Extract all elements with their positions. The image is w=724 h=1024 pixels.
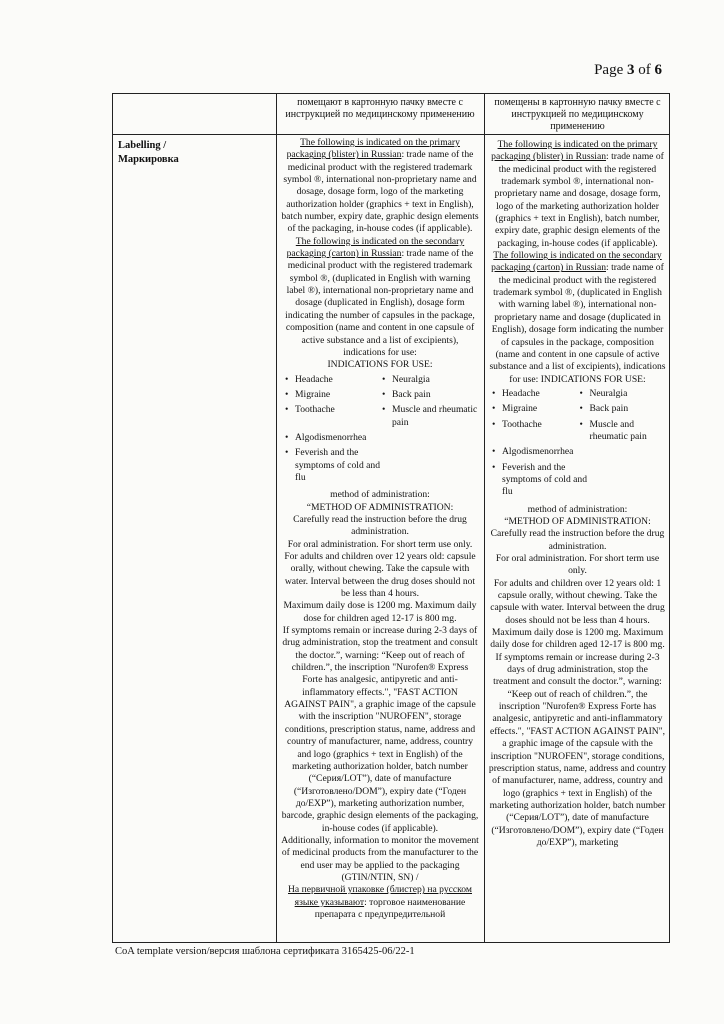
list-item: • Headache <box>285 374 382 386</box>
method-line: For oral administration. For short term use only. <box>495 553 660 577</box>
list-item: • Algodismenorrhea <box>285 432 479 444</box>
primary-packaging-text: The following is indicated on the primary packaging (blister) in Russian: trade name of the medicinal product with the registered trademark symbol ®, international non-proprietary name and dosage, dosage form, logo of the marketing authorization holder (graphics + text in English), batch number, expiry date, graphic design elements of the packaging, in-house codes (if applicable). <box>491 139 664 249</box>
method-line: Maximum daily dose is 1200 mg. Maximum daily dose for children aged 12-17 is 800 mg. <box>283 600 477 624</box>
indications-list <box>492 388 667 502</box>
template-version-footer: CoA template version/версия шаблона сертификата 3165425-06/22-1 <box>115 946 415 957</box>
method-line: Carefully read the instruction before the drug administration. <box>293 513 467 538</box>
primary-packaging-text: The following is indicated on the primary packaging (blister) in Russian: trade name of the medicinal product with the registered trademark symbol ®, international non-proprietary name and dosage, dosage form, logo of the marketing authorization holder (graphics + text in English), batch number, expiry date, graphic design elements of the packaging, in-house codes (if applicable). <box>281 137 479 235</box>
method-title: “METHOD OF ADMINISTRATION: <box>306 501 454 513</box>
list-item: • Toothache <box>492 419 580 444</box>
method-line: Carefully read the instruction before the drug administration. <box>490 528 665 552</box>
list-item: • Back pain <box>580 403 668 415</box>
list-item: • Back pain <box>382 389 479 401</box>
page-number: Page 3 of 6 <box>594 62 662 78</box>
row-label <box>118 139 179 167</box>
row-label-ru: Маркировка <box>118 154 179 165</box>
document-table <box>112 93 670 943</box>
list-item: • Toothache <box>285 404 382 429</box>
method-line: Additionally, information to monitor the movement of medicinal products from the manufacturer to the end user may be applied to the packaging (GTIN/NTIN, SN) / <box>281 834 479 883</box>
list-item: • Feverish and the symptoms of cold and flu <box>492 462 597 499</box>
list-item: • Neuralgia <box>382 374 479 386</box>
method-line: For adults and children over 12 years old: capsule orally, without chewing. Take the capsule with water. Interval between the drug doses should not be less than 4 hours. <box>284 551 476 600</box>
method-label: method of administration: <box>330 489 430 501</box>
list-item: • Headache <box>492 388 580 400</box>
top-row-cell-right: помещены в картонную пачку вместе с инструкцией по медицинскому применению <box>494 97 661 132</box>
row-label-en: Labelling / <box>118 140 167 151</box>
ru-primary-packaging-text: На первичной упаковке (блистер) на русском языке указывают: торговое наименование препарата с предупредительной <box>288 884 472 920</box>
labelling-cell-current <box>277 137 483 921</box>
list-item: • Migraine <box>492 403 580 415</box>
method-line: For oral administration. For short term use only. <box>287 538 473 550</box>
list-item: • Neuralgia <box>580 388 668 400</box>
method-line: For adults and children over 12 years old: 1 capsule orally, without chewing. Take the capsule with water. Interval between the drug doses should not be less than 4 hours. Maximum daily dose is 1200 mg. Maximum daily dose for children aged 12-17 is 800 mg. <box>490 577 665 651</box>
labelling-cell-proposed <box>485 139 670 849</box>
list-item: • Algodismenorrhea <box>492 446 667 458</box>
list-item: • Migraine <box>285 389 382 401</box>
method-line: If symptoms remain or increase during 2-3 days of drug administration, stop the treatment and consult the doctor.”, warning: “Keep out of reach of children.”, the inscription "Nurofen® Express Forte has analgesic, antipyretic and anti-inflammatory effects.", "FAST ACTION AGAINST PAIN", a graphic image of the capsule with the inscription "NUROFEN", storage conditions, prescription status, name, address and country of manufacturer, name, address, country and logo (graphics + text in English) of the marketing authorization holder, batch number (“Серия/LOT”), date of manufacture (“Изготовлено/DOM”), expiry date (“Годен до/EXP”), marketing authorization number, barcode, graphic design elements of the packaging, in-house codes (if applicable). <box>281 625 479 834</box>
method-label: method of administration: <box>527 503 628 515</box>
indications-list <box>285 374 479 488</box>
list-item: • Feverish and the symptoms of cold and flu <box>285 447 390 484</box>
list-item: • Muscle and rheumatic pain <box>382 404 479 429</box>
top-row-cell-left: помещают в картонную пачку вместе с инструкцией по медицинскому применению <box>285 97 475 120</box>
method-line: If symptoms remain or increase during 2-3 days of drug administration, stop the treatment and consult the doctor.”, warning: “Keep out of reach of children.”, the inscription "Nurofen® Express Forte has analgesic, antipyretic and anti-inflammatory effects.", "FAST ACTION AGAINST PAIN", a graphic image of the capsule with the inscription "NUROFEN", storage conditions, prescription status, name, address and country of manufacturer, name, address, country and logo (graphics + text in English) of the marketing authorization holder, batch number (“Серия/LOT”), date of manufacture (“Изготовлено/DOM”), expiry date (“Годен до/EXP”), marketing <box>488 651 667 848</box>
secondary-packaging-text: The following is indicated on the secondary packaging (carton) in Russian: trade name of the medicinal product with the registered trademark symbol ®, (duplicated in English with warning label ®), international non-proprietary name and dosage (duplicated in English), dosage form indicating the number of capsules in the package, composition (name and content in one capsule of active substance and a list of excipients), indications for use: INDICATIONS FOR USE: <box>489 250 666 385</box>
secondary-packaging-text: The following is indicated on the secondary packaging (carton) in Russian: trade name of the medicinal product with the registered trademark symbol ®, (duplicated in English with warning label ®), international non-proprietary name and dosage (duplicated in English), dosage form indicating the number of capsules in the package, composition (name and content in one capsule of active substance and a list of excipients), indications for use: <box>285 235 475 358</box>
indications-title: INDICATIONS FOR USE: <box>327 359 433 371</box>
list-item: • Muscle and rheumatic pain <box>580 419 668 444</box>
method-title: “METHOD OF ADMINISTRATION: <box>504 515 651 527</box>
